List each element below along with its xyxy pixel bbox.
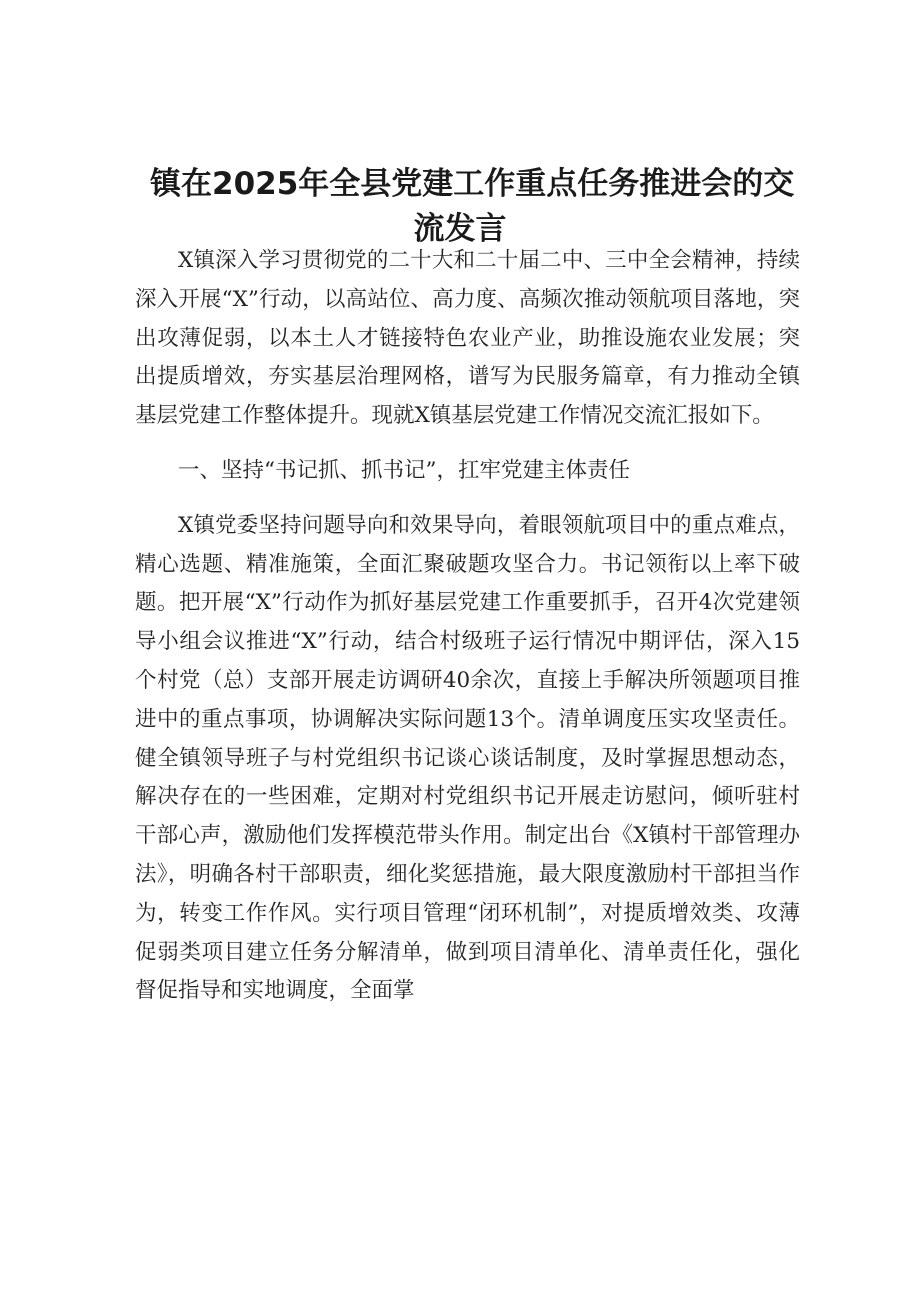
document-title [150, 162, 795, 252]
title-line-1: 镇在2025年全县党建工作重点任务推进会的交 [150, 166, 795, 202]
intro-paragraph: X镇深入学习贯彻党的二十大和二十届二中、三中全会精神，持续深入开展“X”行动，以高站位、高力度、高频次推动领航项目落地，突出攻薄促弱，以本土人才链接特色农业产业，助推设施农业发展；突出提质增效，夯实基层治理网格，谱写为民服务篇章，有力推动全镇基层党建工作整体提升。现就X镇基层党建工作情况交流汇报如下。 [135, 248, 800, 429]
title-line-2: 流发言 [413, 211, 507, 247]
section-1-paragraph: X镇党委坚持问题导向和效果导向，着眼领航项目中的重点难点，精心选题、精准施策，全面汇聚破题攻坚合力。书记领衔以上率下破题。把开展“X”行动作为抓好基层党建工作重要抓手，召开4次党建领导小组会议推进“X”行动，结合村级班子运行情况中期评估，深入15个村党（总）支部开展走访调研40余次，直接上手解决所领题项目推进中的重点事项，协调解决实际问题13个。清单调度压实攻坚责任。健全镇领导班子与村党组织书记谈心谈话制度，及时掌握思想动态，解决存在的一些困难，定期对村党组织书记开展走访慰问，倾听驻村干部心声，激励他们发挥模范带头作用。制定出台《X镇村干部管理办法》，明确各村干部职责，细化奖惩措施，最大限度激励村干部担当作为，转变工作作风。实行项目管理“闭环机制”，对提质增效类、攻薄促弱类项目建立任务分解清单，做到项目清单化、清单责任化，强化督促指导和实地调度，全面掌 [135, 512, 800, 1004]
section-heading-1: 一、坚持“书记抓、抓书记”，扛牢党建主体责任 [178, 457, 630, 483]
document-body [135, 242, 800, 1027]
